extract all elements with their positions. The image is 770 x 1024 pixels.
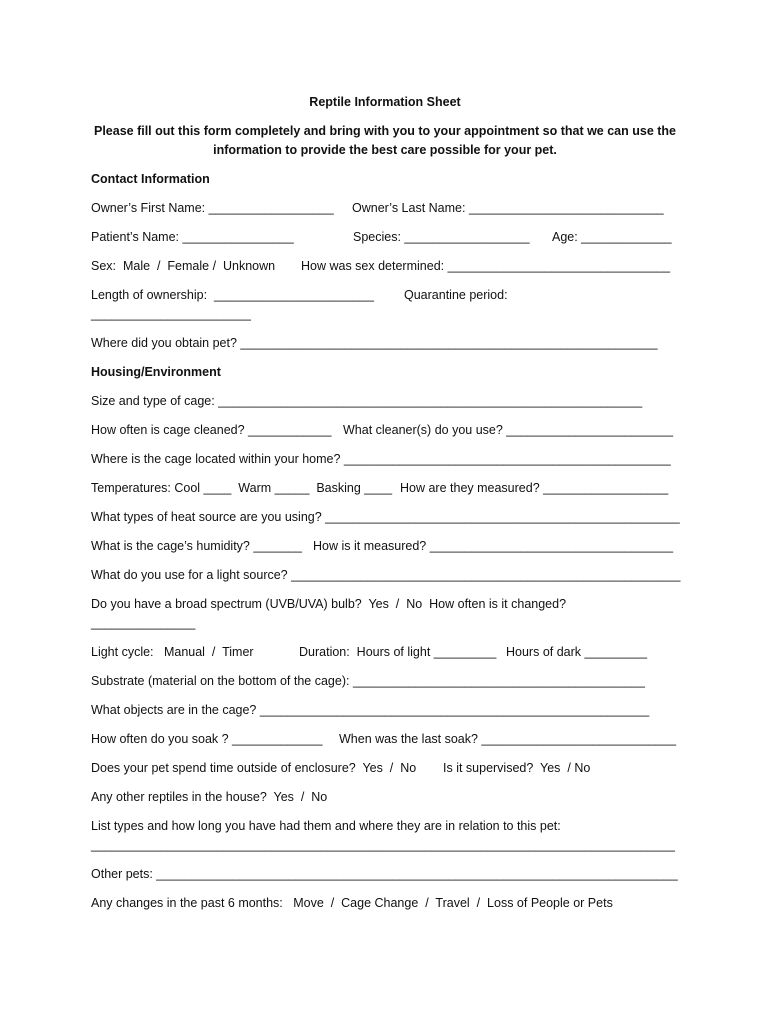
light-source-field[interactable]: What do you use for a light source? ________________________________________________________ [91,568,681,582]
hours-of-dark-field[interactable]: Hours of dark _________ [506,645,648,659]
light-cycle-options[interactable]: Light cycle: Manual / Timer [91,645,254,659]
obtain-pet-field[interactable]: Where did you obtain pet? ____________________________________________________________ [91,336,658,350]
sex-determined-field[interactable]: How was sex determined: ________________________________ [301,259,671,273]
instructions-line-1: Please fill out this form completely and bring with you to your appointment so that we can use the [93,124,676,138]
other-reptiles-question[interactable]: Any other reptiles in the house? Yes / No [91,790,328,804]
uvb-bulb-question[interactable]: Do you have a broad spectrum (UVB/UVA) bulb? Yes / No How often is it changed? [91,597,567,611]
uvb-change-line[interactable]: _______________ [91,616,196,630]
form-title: Reptile Information Sheet [309,95,461,109]
quarantine-period-line[interactable]: _______________________ [91,307,251,321]
substrate-field[interactable]: Substrate (material on the bottom of the cage): __________________________________________ [91,674,645,688]
section-housing-heading: Housing/Environment [91,365,221,379]
hours-of-light-field[interactable]: Duration: Hours of light _________ [299,645,497,659]
recent-changes-question[interactable]: Any changes in the past 6 months: Move / Cage Change / Travel / Loss of People or Pets [91,896,613,910]
temperatures-field[interactable]: Temperatures: Cool ____ Warm _____ Basking ____ [91,481,393,495]
humidity-field[interactable]: What is the cage’s humidity? _______ [91,539,303,553]
cage-cleaned-field[interactable]: How often is cage cleaned? ____________ [91,423,332,437]
patient-name-field[interactable]: Patient’s Name: ________________ [91,230,294,244]
cage-location-field[interactable]: Where is the cage located within your home? _______________________________________________ [91,452,671,466]
list-types-label: List types and how long you have had them and where they are in relation to this pet: [91,819,561,833]
length-of-ownership-field[interactable]: Length of ownership: _______________________ [91,288,374,302]
other-pets-field[interactable]: Other pets: ___________________________________________________________________________ [91,867,678,881]
last-soak-field[interactable]: When was the last soak? ____________________________ [339,732,677,746]
quarantine-period-label: Quarantine period: [404,288,508,302]
instructions-line-2: information to provide the best care possible for your pet. [213,143,557,157]
sex-options[interactable]: Sex: Male / Female / Unknown [91,259,276,273]
age-field[interactable]: Age: _____________ [552,230,672,244]
cage-size-field[interactable]: Size and type of cage: _____________________________________________________________ [91,394,643,408]
temperature-measured-field[interactable]: How are they measured? __________________ [400,481,669,495]
cleaner-field[interactable]: What cleaner(s) do you use? ________________________ [343,423,674,437]
heat-source-field[interactable]: What types of heat source are you using? ___________________________________________________ [91,510,680,524]
outside-enclosure-question[interactable]: Does your pet spend time outside of enclosure? Yes / No [91,761,417,775]
section-contact-heading: Contact Information [91,172,210,186]
owner-last-name-field[interactable]: Owner’s Last Name: ____________________________ [352,201,664,215]
species-field[interactable]: Species: __________________ [353,230,530,244]
owner-first-name-field[interactable]: Owner’s First Name: __________________ [91,201,334,215]
humidity-measured-field[interactable]: How is it measured? ___________________________________ [313,539,674,553]
supervised-question[interactable]: Is it supervised? Yes / No [443,761,591,775]
soak-frequency-field[interactable]: How often do you soak ? _____________ [91,732,323,746]
list-types-line[interactable]: ____________________________________________________________________________________ [91,838,675,852]
cage-objects-field[interactable]: What objects are in the cage? ________________________________________________________ [91,703,650,717]
